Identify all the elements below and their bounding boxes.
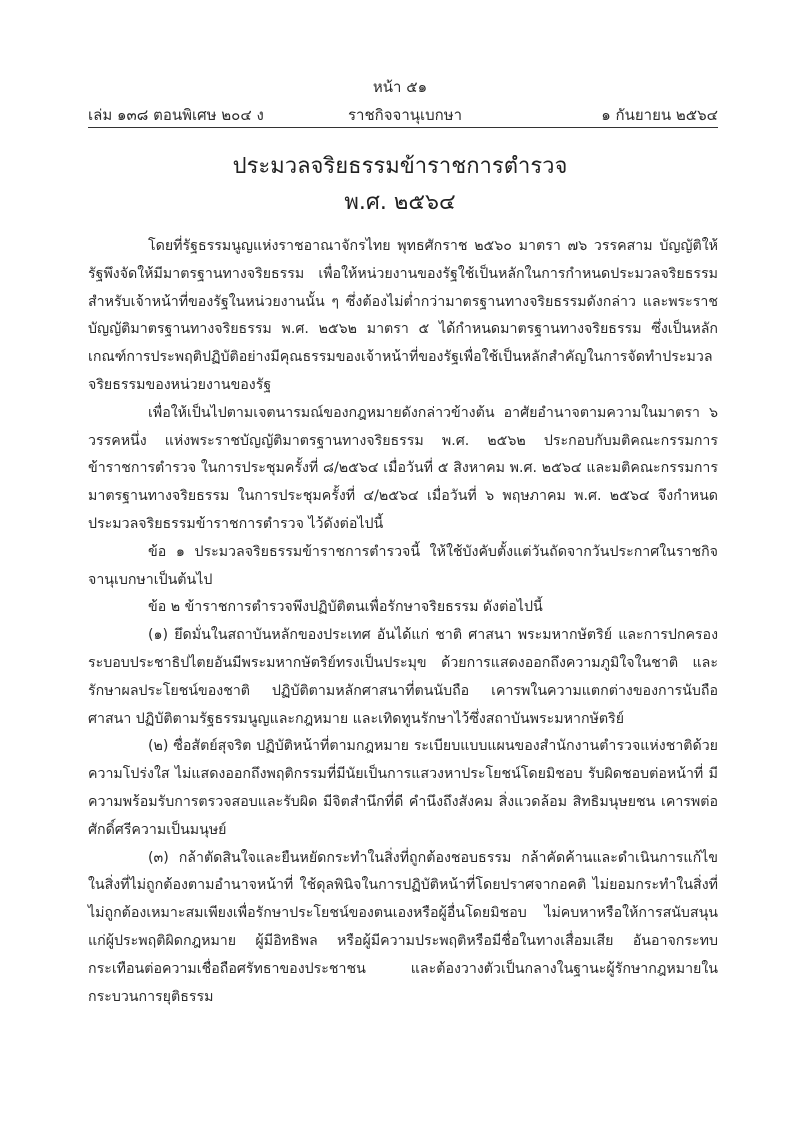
clause-2-item-3: (๓) กล้าตัดสินใจและยืนหยัดกระทำในสิ่งที่ถูกต้องชอบธรรม กล้าคัดค้านและดำเนินการแก้ไขในสิ่งที่ไม่ถูกต้องตามอำนาจหน้าที่ ใช้ดุลพินิจในการปฏิบัติหน้าที่โดยปราศจากอคติ ไม่ยอมกระทำในสิ่งที่ไม่ถูกต้องเหมาะสมเพียงเพื่อรักษาประโยชน์ของตนเองหรือผู้อื่นโดยมิชอบ ไม่คบหาหรือให้การสนับสนุนแก่ผู้ประพฤติผิดกฎหมาย ผู้มีอิทธิพล หรือผู้มีความประพฤติหรือมีชื่อในทางเสื่อมเสีย อันอาจกระทบกระเทือนต่อความเชื่อถือศรัทธาของประชาชน และต้องวางตัวเป็นกลางในฐานะผู้รักษากฎหมายในกระบวนการยุติธรรม (88, 849, 718, 1005)
volume-issue: เล่ม ๑๓๘ ตอนพิเศษ ๒๐๔ ง (88, 106, 264, 124)
clause-2: ข้อ ๒ ข้าราชการตำรวจพึงปฏิบัติตนเพื่อรักษาจริยธรรม ดังต่อไปนี้ (148, 599, 543, 616)
publication-date: ๑ กันยายน ๒๕๖๔ (601, 106, 718, 124)
clause-1: ข้อ ๑ ประมวลจริยธรรมข้าราชการตำรวจนี้ ให้ใช้บังคับตั้งแต่วันถัดจากวันประกาศในราชกิจจานุเบกษาเป็นต้นไป (88, 543, 718, 588)
header-divider (88, 127, 718, 128)
preamble-paragraph-1: โดยที่รัฐธรรมนูญแห่งราชอาณาจักรไทย พุทธศักราช ๒๕๖๐ มาตรา ๗๖ วรรคสาม บัญญัติให้รัฐพึงจัดให้มีมาตรฐานทางจริยธรรม เพื่อให้หน่วยงานของรัฐใช้เป็นหลักในการกำหนดประมวลจริยธรรมสำหรับเจ้าหน้าที่ของรัฐในหน่วยงานนั้น ๆ ซึ่งต้องไม่ต่ำกว่ามาตรฐานทางจริยธรรมดังกล่าว และพระราชบัญญัติมาตรฐานทางจริยธรรม พ.ศ. ๒๕๖๒ มาตรา ๕ ได้กำหนดมาตรฐานทางจริยธรรม ซึ่งเป็นหลักเกณฑ์การประพฤติปฏิบัติอย่างมีคุณธรรมของเจ้าหน้าที่ของรัฐเพื่อใช้เป็นหลักสำคัญในการจัดทำประมวลจริยธรรมของหน่วยงานของรัฐ (88, 238, 718, 393)
clause-2-item-2: (๒) ซื่อสัตย์สุจริต ปฏิบัติหน้าที่ตามกฎหมาย ระเบียบแบบแผนของสำนักงานตำรวจแห่งชาติด้วยความโปร่งใส ไม่แสดงออกถึงพฤติกรรมที่มีนัยเป็นการแสวงหาประโยชน์โดยมิชอบ รับผิดชอบต่อหน้าที่ มีความพร้อมรับการตรวจสอบและรับผิด มีจิตสำนึกที่ดี คำนึงถึงสังคม สิ่งแวดล้อม สิทธิมนุษยชน เคารพต่อศักดิ์ศรีความเป็นมนุษย์ (88, 738, 718, 838)
document-body (88, 233, 718, 1011)
preamble-paragraph-2: เพื่อให้เป็นไปตามเจตนารมณ์ของกฎหมายดังกล่าวข้างต้น อาศัยอำนาจตามความในมาตรา ๖ วรรคหนึ่ง แห่งพระราชบัญญัติมาตรฐานทางจริยธรรม พ.ศ. ๒๕๖๒ ประกอบกับมติคณะกรรมการข้าราชการตำรวจ ในการประชุมครั้งที่ ๘/๒๕๖๔ เมื่อวันที่ ๕ สิงหาคม พ.ศ. ๒๕๖๔ และมติคณะกรรมการมาตรฐานทางจริยธรรม ในการประชุมครั้งที่ ๔/๒๕๖๔ เมื่อวันที่ ๖ พฤษภาคม พ.ศ. ๒๕๖๔ จึงกำหนดประมวลจริยธรรมข้าราชการตำรวจ ไว้ดังต่อไปนี้ (88, 404, 718, 532)
page-number: หน้า ๕๑ (372, 78, 428, 96)
document-title: ประมวลจริยธรรมข้าราชการตำรวจ (232, 154, 568, 179)
document-year: พ.ศ. ๒๕๖๔ (344, 190, 456, 215)
publication-name: ราชกิจจานุเบกษา (348, 106, 463, 124)
gazette-header (88, 103, 718, 125)
clause-2-item-1: (๑) ยึดมั่นในสถาบันหลักของประเทศ อันได้แก่ ชาติ ศาสนา พระมหากษัตริย์ และการปกครองระบอบประชาธิปไตยอันมีพระมหากษัตริย์ทรงเป็นประมุข ด้วยการแสดงออกถึงความภูมิใจในชาติ และรักษาผลประโยชน์ของชาติ ปฏิบัติตามหลักศาสนาที่ตนนับถือ เคารพในความแตกต่างของการนับถือศาสนา ปฏิบัติตามรัฐธรรมนูญและกฎหมาย และเทิดทูนรักษาไว้ซึ่งสถาบันพระมหากษัตริย์ (88, 627, 718, 727)
